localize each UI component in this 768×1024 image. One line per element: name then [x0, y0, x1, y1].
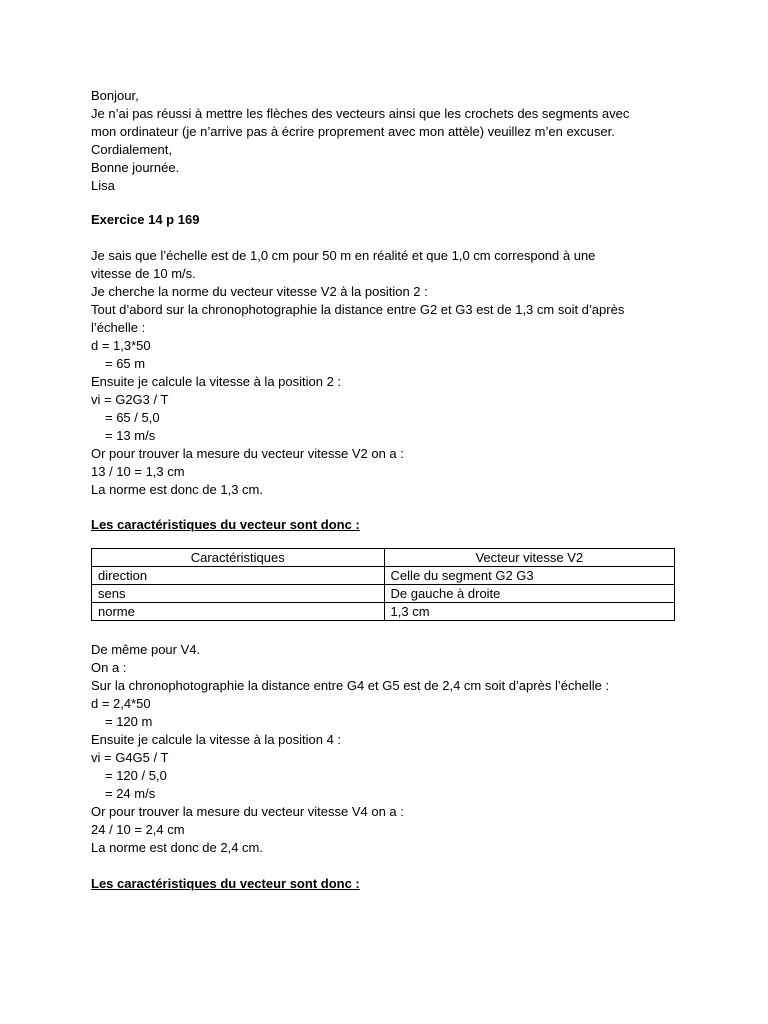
- text-line: = 120 m: [105, 714, 153, 729]
- table-header-cell: Caractéristiques: [92, 549, 385, 567]
- text-line: = 24 m/s: [105, 786, 156, 801]
- characteristics-heading-v4: Les caractéristiques du vecteur sont donc :: [91, 876, 360, 891]
- text-line: La norme est donc de 2,4 cm.: [91, 840, 263, 855]
- table-cell: De gauche à droite: [384, 585, 674, 603]
- text-line: On a :: [91, 660, 127, 675]
- text-line: l’échelle :: [91, 320, 146, 335]
- text-line: vitesse de 10 m/s.: [91, 266, 196, 281]
- text-line: vi = G2G3 / T: [91, 392, 169, 407]
- text-line: Or pour trouver la mesure du vecteur vitesse V4 on a :: [91, 804, 404, 819]
- text-line: = 13 m/s: [105, 428, 156, 443]
- table-header-cell: Vecteur vitesse V2: [384, 549, 674, 567]
- text-line: Ensuite je calcule la vitesse à la position 2 :: [91, 374, 342, 389]
- intro-line: Bonjour,: [91, 88, 139, 103]
- text-line: Tout d’abord sur la chronophotographie la distance entre G2 et G3 est de 1,3 cm soit d’après: [91, 302, 625, 317]
- text-line: La norme est donc de 1,3 cm.: [91, 482, 263, 497]
- section-v4: [91, 641, 691, 857]
- table-cell: norme: [92, 603, 385, 621]
- text-line: = 65 / 5,0: [105, 410, 160, 425]
- text-line: Je cherche la norme du vecteur vitesse V2 à la position 2 :: [91, 284, 428, 299]
- intro-paragraph: [91, 87, 691, 195]
- table-row: [92, 585, 675, 603]
- table-cell: 1,3 cm: [384, 603, 674, 621]
- text-line: Sur la chronophotographie la distance entre G4 et G5 est de 2,4 cm soit d’après l’échelle :: [91, 678, 610, 693]
- text-line: = 120 / 5,0: [105, 768, 167, 783]
- table-cell: sens: [92, 585, 385, 603]
- section-v2: [91, 247, 691, 499]
- text-line: Je sais que l’échelle est de 1,0 cm pour 50 m en réalité et que 1,0 cm correspond à une: [91, 248, 596, 263]
- table-cell: Celle du segment G2 G3: [384, 567, 674, 585]
- text-line: Ensuite je calcule la vitesse à la position 4 :: [91, 732, 342, 747]
- table-row: [92, 567, 675, 585]
- exercise-title: Exercice 14 p 169: [91, 212, 200, 227]
- text-line: 13 / 10 = 1,3 cm: [91, 464, 185, 479]
- text-line: De même pour V4.: [91, 642, 201, 657]
- intro-line: Cordialement,: [91, 142, 172, 157]
- table-header-row: [92, 549, 675, 567]
- text-line: vi = G4G5 / T: [91, 750, 169, 765]
- text-line: Or pour trouver la mesure du vecteur vitesse V2 on a :: [91, 446, 404, 461]
- intro-line: Lisa: [91, 178, 115, 193]
- text-line: d = 2,4*50: [91, 696, 151, 711]
- characteristics-heading-v2: Les caractéristiques du vecteur sont donc :: [91, 517, 360, 532]
- table-cell: direction: [92, 567, 385, 585]
- text-line: = 65 m: [105, 356, 146, 371]
- table-row: [92, 603, 675, 621]
- characteristics-table: [91, 548, 675, 621]
- intro-line: Bonne journée.: [91, 160, 180, 175]
- text-line: 24 / 10 = 2,4 cm: [91, 822, 185, 837]
- intro-line: Je n’ai pas réussi à mettre les flèches des vecteurs ainsi que les crochets des segments avec: [91, 106, 630, 121]
- intro-line: mon ordinateur (je n’arrive pas à écrire proprement avec mon attèle) veuillez m’en excuser.: [91, 124, 615, 139]
- text-line: d = 1,3*50: [91, 338, 151, 353]
